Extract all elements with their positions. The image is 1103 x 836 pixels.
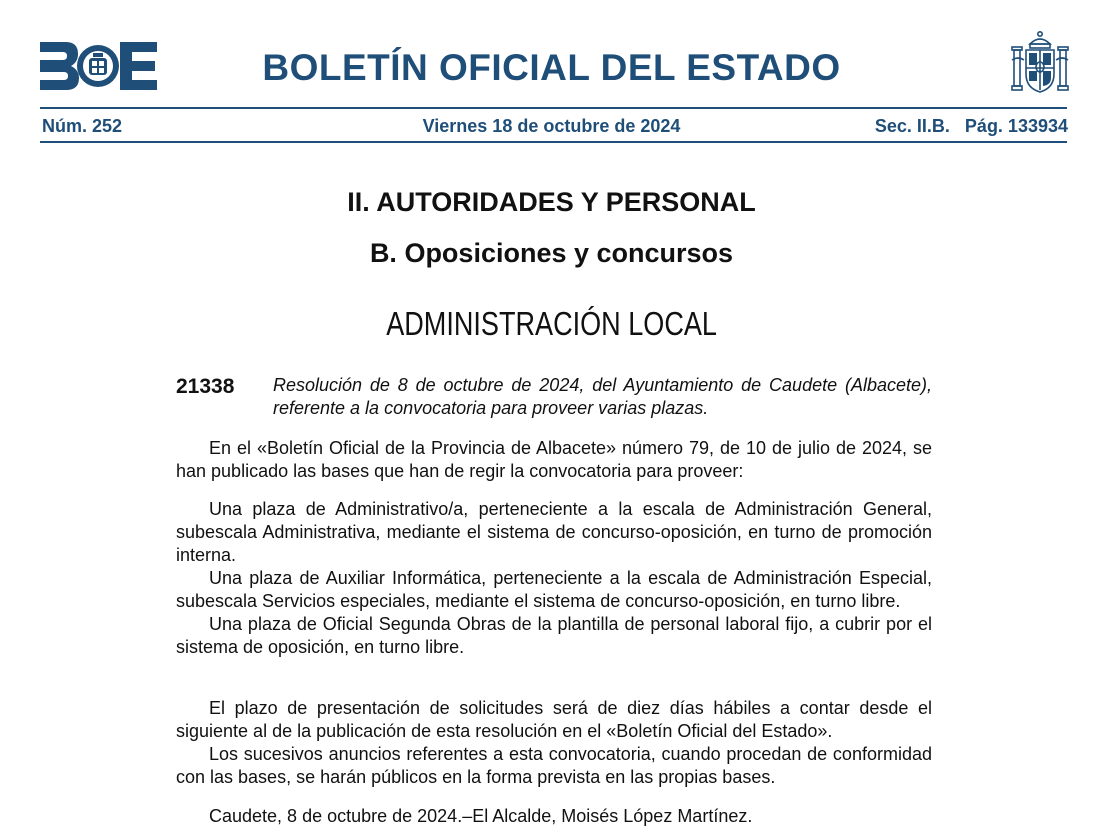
body-block-deadlines [176,697,932,789]
boe-logo-text: BOE [98,89,101,90]
body-block-signature [176,805,932,828]
spanish-coat-of-arms-icon [1010,30,1070,96]
paragraph-position-1: Una plaza de Administrativo/a, perteneciente a la escala de Administración General, subescala Administrativa, mediante el sistema de concurso-oposición, en turno de promoción interna. [176,499,932,565]
paragraph-position-2: Una plaza de Auxiliar Informática, perteneciente a la escala de Administración Especial, subescala Servicios especiales, mediante el sistema de concurso-oposición, en turno libre. [176,568,932,611]
publication-title: BOLETÍN OFICIAL DEL ESTADO [262,47,841,88]
paragraph-deadline: El plazo de presentación de solicitudes será de diez días hábiles a contar desde el siguiente al de la publicación de esta resolución en el «Boletín Oficial del Estado». [176,698,932,741]
subsection-heading: B. Oposiciones y concursos [369,238,734,268]
issue-number: Núm. 252 [42,116,123,136]
body-block-intro [176,437,932,483]
section-and-page [875,116,1068,137]
paragraph-announcements: Los sucesivos anuncios referentes a esta convocatoria, cuando procedan de conformidad con las bases, se harán públicos en la forma prevista en las propias bases. [176,744,932,787]
document-summary: Resolución de 8 de octubre de 2024, del Ayuntamiento de Caudete (Albacete), referente a la convocatoria para proveer varias plazas. [273,375,932,418]
section-heading: II. AUTORIDADES Y PERSONAL [347,187,756,217]
section-label: Sec. II.B. [874,116,950,136]
administration-heading: ADMINISTRACIÓN LOCAL [386,305,717,342]
document-number: 21338 [176,375,235,398]
header-rule-bottom [40,141,1067,143]
paragraph-intro: En el «Boletín Oficial de la Provincia de Albacete» número 79, de 10 de julio de 2024, se han publicado las bases que han de regir la convocatoria para proveer: [176,438,932,481]
paragraph-signature: Caudete, 8 de octubre de 2024.–El Alcalde, Moisés López Martínez. [209,806,753,826]
paragraph-position-3: Una plaza de Oficial Segunda Obras de la plantilla de personal laboral fijo, a cubrir por el sistema de oposición, en turno libre. [176,614,932,657]
body-block-positions [176,498,932,659]
issue-date: Viernes 18 de octubre de 2024 [422,116,681,136]
header-rule-top [40,107,1067,109]
page-label: Pág. 133934 [964,116,1068,136]
